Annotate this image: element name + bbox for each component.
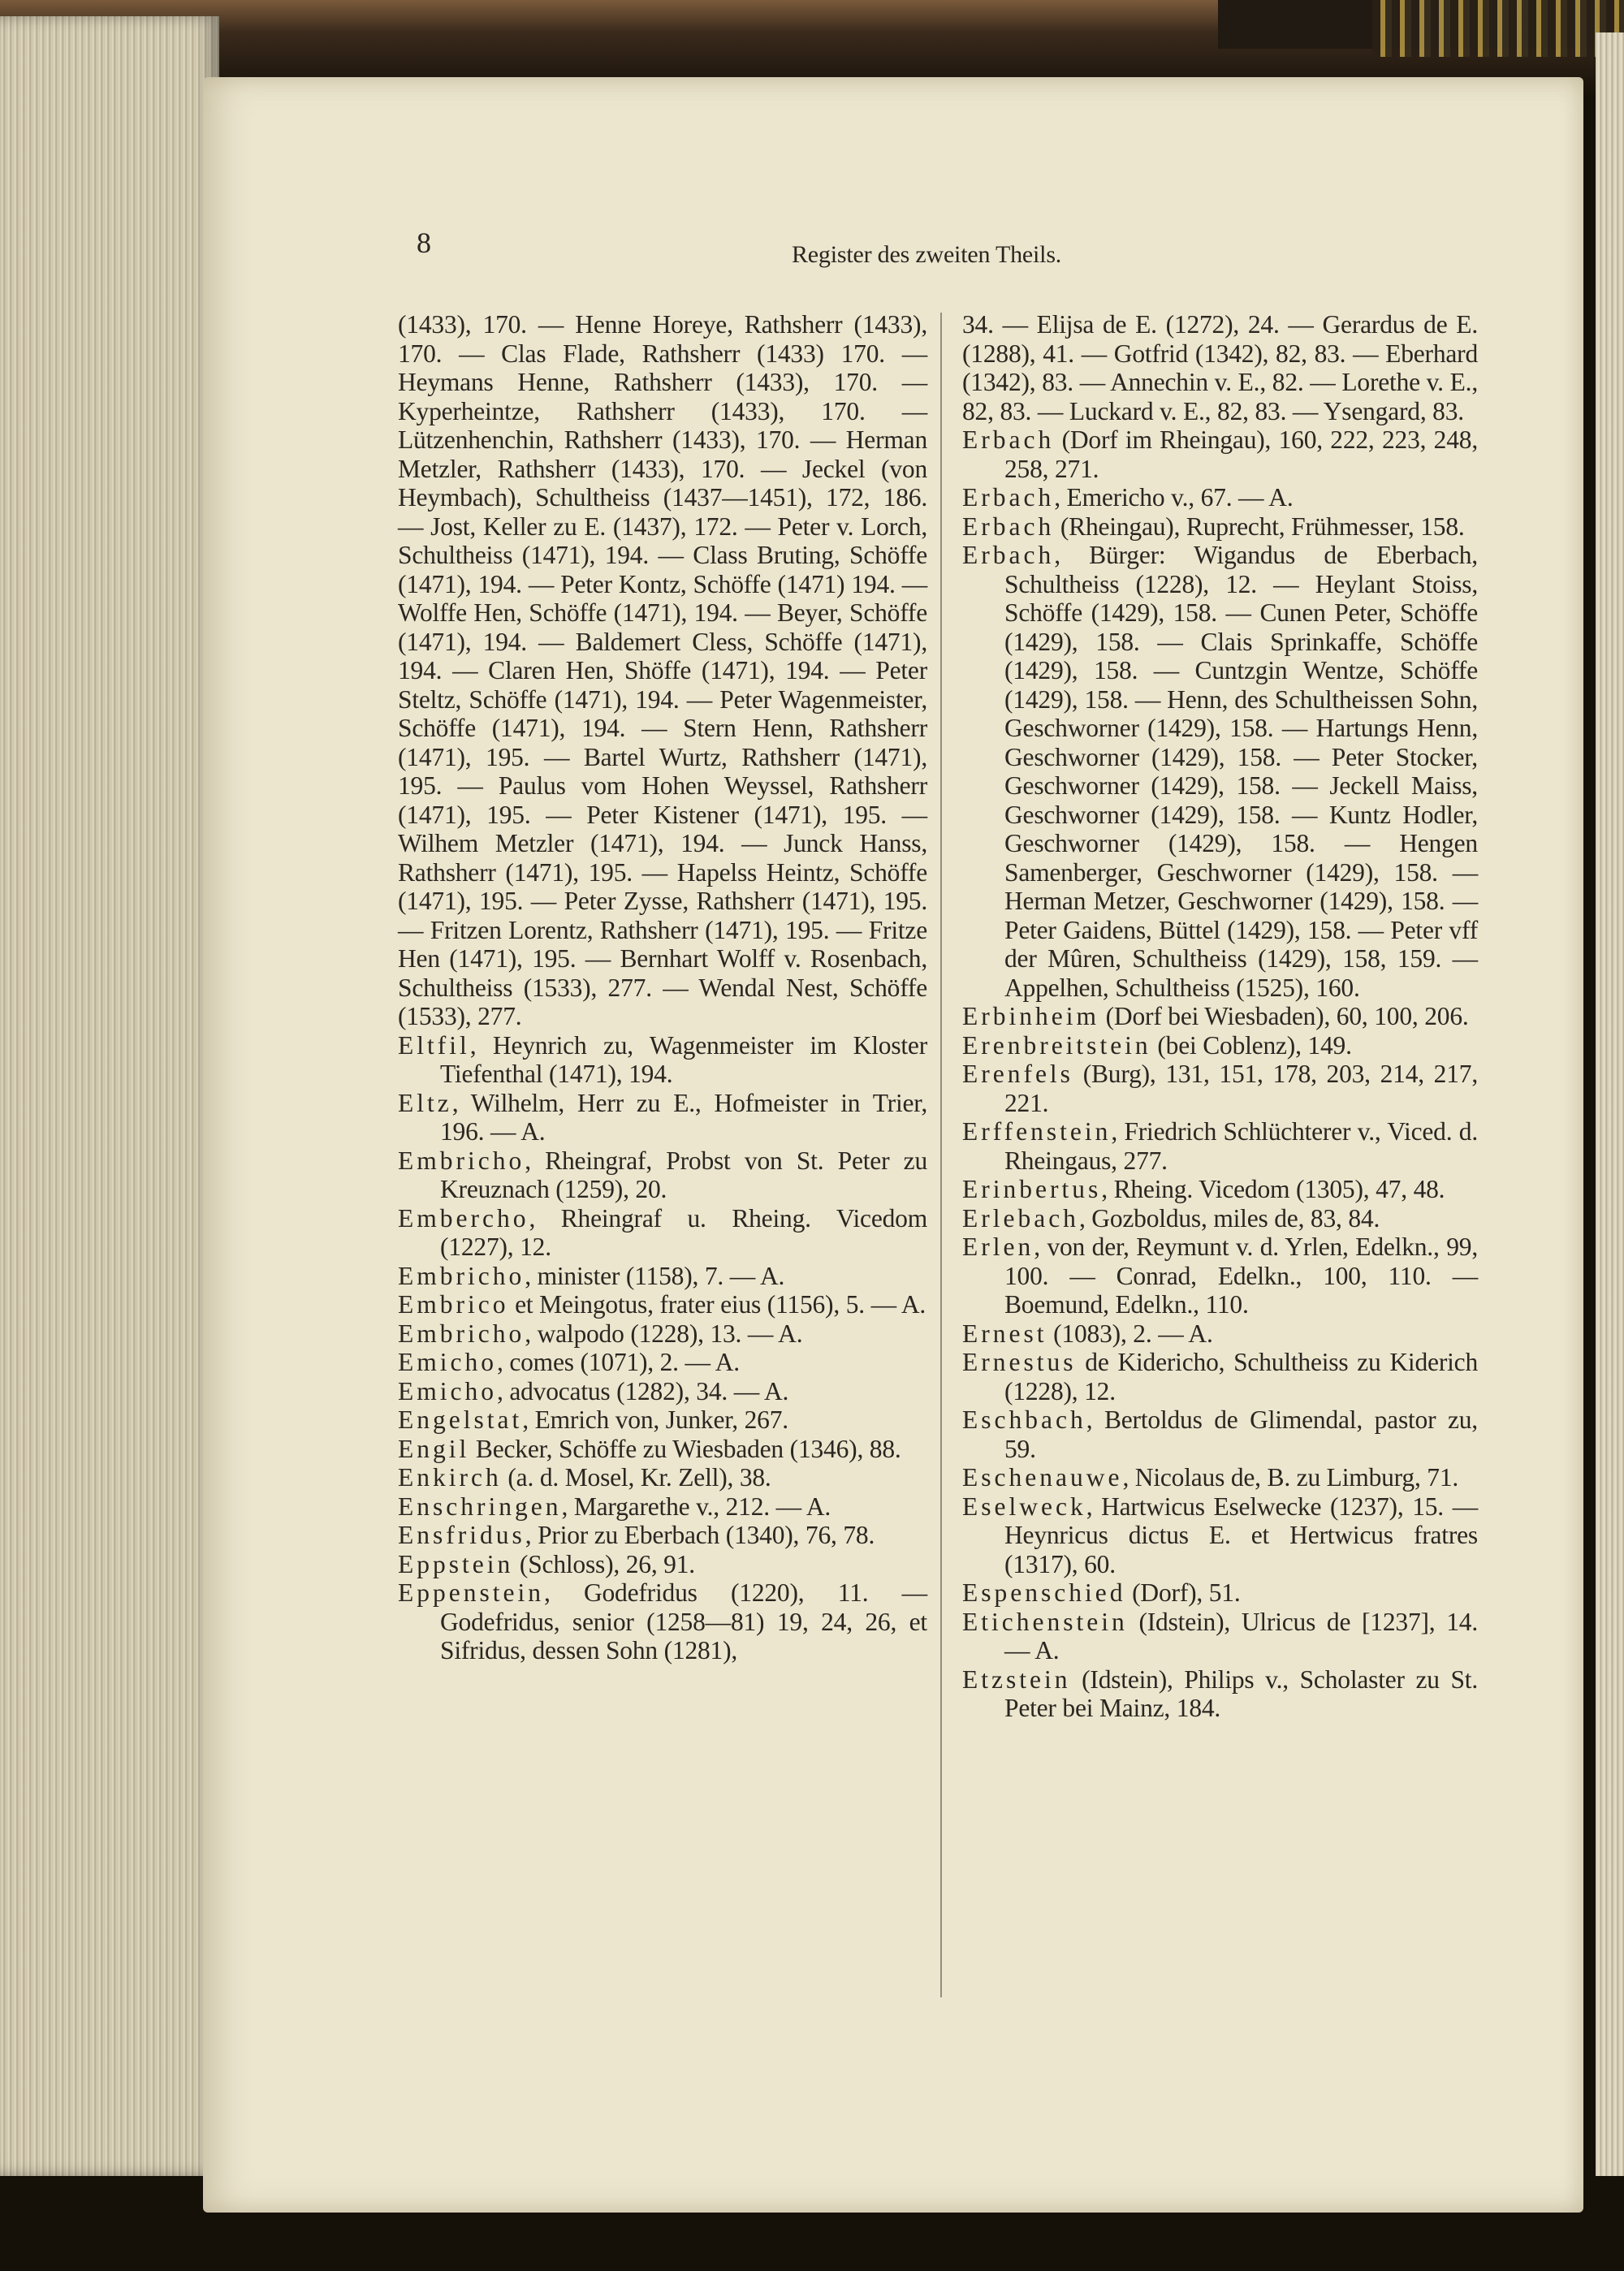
entry-text: (Dorf), 51. <box>1125 1578 1241 1607</box>
entry-text: , minister (1158), 7. — A. <box>525 1261 785 1290</box>
continued-entry: (1433), 170. — Henne Horeye, Rathsherr (1433), 170. — Clas Flade, Rathsherr (1433) 170. — Heymans Henne, Rathsherr (1433), 170. — Kyperheintze, Rathsherr (1433), 170. — Lützenhenchin, Rathsherr (1433), 170. — Herman Metzler, Rathsherr (1433), 170. — Jeckel (von Heymbach), Schultheiss (1437—1451), 172, 186. — Jost, Keller zu E. (1437), 172. — Peter v. Lorch, Schultheiss (1471), 194. — Class Bruting, Schöffe (1471), 194. — Peter Kontz, Schöffe (1471) 194. — Wolffe Hen, Schöffe (1471), 194. — Beyer, Schöffe (1471), 194. — Baldemert Cless, Schöffe (1471), 194. — Claren Hen, Shöffe (1471), 194. — Peter Steltz, Schöffe (1471), 194. — Peter Wagenmeister, Schöffe (1471), 194. — Stern Henn, Rathsherr (1471), 195. — Bartel Wurtz, Rathsherr (1471), 195. — Paulus vom Hohen Weyssel, Rathsherr (1471), 195. — Peter Kistener (1471), 195. — Wilhem Metzler (1471), 194. — Junck Hanss, Rathsherr (1471), 195. — Hapelss Heintz, Schöffe (1471), 195. — Peter Zysse, Rathsherr (1471), 195. — Fritzen Lorentz, Rathsherr (1471), 195. — Fritze Hen (1471), 195. — Bernhart Wolff v. Rosenbach, Schultheiss (1533), 277. — Wendal Nest, Schöffe (1533), 277. <box>398 310 927 1030</box>
entry-text: (Schloss), 26, 91. <box>513 1549 695 1578</box>
index-entry <box>962 1204 1478 1233</box>
entry-text: , Margarethe v., 212. — A. <box>561 1492 831 1521</box>
entry-text: , Emrich von, Junker, 267. <box>522 1405 788 1434</box>
entry-text: (Dorf bei Wiesbaden), 60, 100, 206. <box>1099 1002 1469 1030</box>
entry-text: (a. d. Mosel, Kr. Zell), 38. <box>501 1463 771 1492</box>
index-entries-right <box>962 425 1478 1723</box>
right-column <box>962 310 1478 1723</box>
index-entry <box>962 1117 1478 1175</box>
entry-headword: Eltz <box>398 1088 452 1117</box>
entry-headword: Embrico <box>398 1290 509 1319</box>
index-entry <box>962 1463 1478 1492</box>
index-entry <box>962 1665 1478 1723</box>
entry-text: (bei Coblenz), 149. <box>1151 1030 1352 1060</box>
continued-entry: 34. — Elijsa de E. (1272), 24. — Gerardus de E. (1288), 41. — Gotfrid (1342), 82, 83. — Eberhard (1342), 83. — Annechin v. E., 82. — Lorethe v. E., 82, 83. — Luckard v. E., 82, 83. — Ysengard, 83. <box>962 310 1478 425</box>
index-entry <box>962 541 1478 1002</box>
index-entry <box>398 1405 927 1435</box>
index-entries-left <box>398 1031 927 1665</box>
entry-text: , Nicolaus de, B. zu Limburg, 71. <box>1122 1463 1459 1492</box>
index-entry <box>962 1492 1478 1579</box>
book-page-edges-right <box>1596 32 1624 2176</box>
entry-headword: Erffenstein <box>962 1117 1112 1146</box>
index-entry <box>962 1175 1478 1204</box>
entry-headword: Erbach <box>962 512 1055 541</box>
gilt-edge <box>1372 0 1624 57</box>
entry-text: , comes (1071), 2. — A. <box>496 1348 740 1376</box>
index-entry <box>398 1290 927 1319</box>
entry-headword: Eselweck <box>962 1492 1086 1521</box>
index-entry <box>398 1089 927 1146</box>
entry-headword: Ernest <box>962 1319 1047 1348</box>
entry-headword: Erinbertus <box>962 1175 1102 1203</box>
entry-text: , walpodo (1228), 13. — A. <box>525 1319 803 1348</box>
index-entry <box>962 1608 1478 1665</box>
entry-text: (Dorf im Rheingau), 160, 222, 223, 248, 258, 271. <box>1004 425 1478 483</box>
index-entry <box>398 1204 927 1262</box>
entry-headword: Espenschied <box>962 1578 1126 1607</box>
entry-headword: Eschenauwe <box>962 1463 1123 1492</box>
index-entry <box>398 1578 927 1665</box>
entry-headword: Emicho <box>398 1348 497 1376</box>
book-page-edges-left <box>0 16 219 2176</box>
entry-headword: Erbinheim <box>962 1002 1099 1030</box>
entry-headword: Erbach <box>962 425 1055 454</box>
index-entry <box>962 512 1478 542</box>
index-entry <box>398 1262 927 1291</box>
index-entry <box>398 1319 927 1349</box>
index-entry <box>398 1377 927 1406</box>
index-entry <box>398 1031 927 1089</box>
entry-headword: Etichenstein <box>962 1607 1128 1636</box>
index-entry <box>962 1233 1478 1319</box>
index-entry <box>398 1550 927 1579</box>
entry-text: , Gozboldus, miles de, 83, 84. <box>1078 1203 1380 1233</box>
entry-headword: Ensfridus <box>398 1521 525 1549</box>
column-divider <box>940 313 942 1997</box>
entry-text: (1083), 2. — A. <box>1047 1319 1213 1348</box>
index-entry <box>398 1492 927 1522</box>
entry-headword: Embercho <box>398 1203 529 1233</box>
entry-headword: Ernestus <box>962 1348 1077 1376</box>
entry-text: Becker, Schöffe zu Wiesbaden (1346), 88. <box>469 1434 901 1463</box>
entry-headword: Embricho <box>398 1146 525 1175</box>
entry-text: (Burg), 131, 151, 178, 203, 214, 217, 221. <box>1004 1060 1478 1117</box>
entry-text: (Idstein), Philips v., Scholaster zu St. Peter bei Mainz, 184. <box>1004 1664 1478 1722</box>
entry-headword: Eppenstein <box>398 1578 544 1607</box>
left-column <box>398 310 927 1665</box>
entry-headword: Erlen <box>962 1233 1034 1261</box>
index-entry <box>398 1146 927 1204</box>
index-entry <box>962 483 1478 512</box>
entry-text: , Prior zu Eberbach (1340), 76, 78. <box>525 1521 875 1549</box>
index-entry <box>962 1031 1478 1060</box>
entry-headword: Engelstat <box>398 1405 523 1434</box>
index-entry <box>962 1060 1478 1117</box>
entry-headword: Erlebach <box>962 1203 1079 1233</box>
entry-headword: Embricho <box>398 1319 525 1348</box>
entry-headword: Erbach <box>962 541 1055 569</box>
entry-text: et Meingotus, frater eius (1156), 5. — A. <box>508 1290 926 1319</box>
index-entry <box>962 425 1478 483</box>
index-entry <box>962 1319 1478 1349</box>
index-entry <box>962 1002 1478 1031</box>
entry-headword: Erenfels <box>962 1060 1073 1088</box>
index-entry <box>398 1463 927 1492</box>
entry-headword: Emicho <box>398 1376 497 1405</box>
entry-headword: Etzstein <box>962 1664 1071 1694</box>
entry-text: , Bertoldus de Glimendal, pastor zu, 59. <box>1004 1405 1478 1463</box>
entry-text: de Kidericho, Schultheiss zu Kiderich (1228), 12. <box>1004 1348 1478 1405</box>
index-entry <box>962 1348 1478 1405</box>
entry-headword: Eppstein <box>398 1549 514 1578</box>
entry-text: , Hartwicus Eselwecke (1237), 15. — Heynricus dictus E. et Hertwicus fratres (1317), 60. <box>1004 1492 1478 1578</box>
entry-text: , Rheing. Vicedom (1305), 47, 48. <box>1101 1175 1445 1203</box>
entry-text: , Emericho v., 67. — A. <box>1054 483 1294 512</box>
entry-text: , Wilhelm, Herr zu E., Hofmeister in Trier, 196. — A. <box>440 1088 927 1146</box>
entry-text: (Idstein), Ulricus de [1237], 14. — A. <box>1004 1607 1478 1664</box>
entry-text: , Godefridus (1220), 11. — Godefridus, senior (1258—81) 19, 24, 26, et Sifridus, dessen Sohn (1281), <box>440 1578 927 1664</box>
index-entry <box>962 1405 1478 1463</box>
running-title: Register des zweiten Theils. <box>792 241 1062 268</box>
entry-text: , advocatus (1282), 34. — A. <box>496 1376 789 1405</box>
entry-headword: Enschringen <box>398 1492 562 1521</box>
entry-text: , Rheingraf u. Rheing. Vicedom (1227), 12. <box>440 1203 927 1261</box>
index-entry <box>398 1435 927 1464</box>
page-number: 8 <box>417 227 431 259</box>
entry-text: (Rheingau), Ruprecht, Frühmesser, 158. <box>1054 512 1465 541</box>
index-entry <box>962 1578 1478 1608</box>
entry-headword: Erenbreitstein <box>962 1030 1151 1060</box>
entry-text: , Bürger: Wigandus de Eberbach, Schultheiss (1228), 12. — Heylant Stoiss, Schöffe (1429), 158. — Cunen Peter, Schöffe (1429), 158. — Clais Sprinkaffe, Schöffe (1429), 158. — Cuntzgin Wentze, Schöffe (1429), 158. — Henn, des Schultheissen Sohn, Geschworner (1429), 158. — Hartungs Henn, Geschworner (1429), 158. — Peter Stocker, Geschworner (1429), 158. — Jeckell Maiss, Geschworner (1429), 158. — Kuntz Hodler, Geschworner (1429), 158. — Hengen Samenberger, Geschworner (1429), 158. — Herman Metzer, Geschworner (1429), 158. — Peter Gaidens, Büttel (1429), 158. — Peter vff der Mûren, Schultheiss (1429), 158, 159. — Appelhen, Schultheiss (1525), 160. <box>1004 541 1478 1002</box>
index-entry <box>398 1348 927 1377</box>
entry-text: , Rheingraf, Probst von St. Peter zu Kreuznach (1259), 20. <box>440 1146 927 1203</box>
entry-headword: Embricho <box>398 1261 525 1290</box>
entry-headword: Eschbach <box>962 1405 1086 1434</box>
entry-headword: Engil <box>398 1434 470 1463</box>
entry-headword: Enkirch <box>398 1463 502 1492</box>
entry-text: , Heynrich zu, Wagenmeister im Kloster Tiefenthal (1471), 194. <box>440 1030 927 1088</box>
index-entry <box>398 1521 927 1550</box>
entry-headword: Eltfil <box>398 1030 470 1060</box>
entry-text: , von der, Reymunt v. d. Yrlen, Edelkn., 99, 100. — Conrad, Edelkn., 100, 110. — Boemund, Edelkn., 110. <box>1004 1233 1478 1319</box>
entry-text: , Friedrich Schlüchterer v., Viced. d. Rheingaus, 277. <box>1004 1117 1478 1175</box>
entry-headword: Erbach <box>962 483 1055 512</box>
